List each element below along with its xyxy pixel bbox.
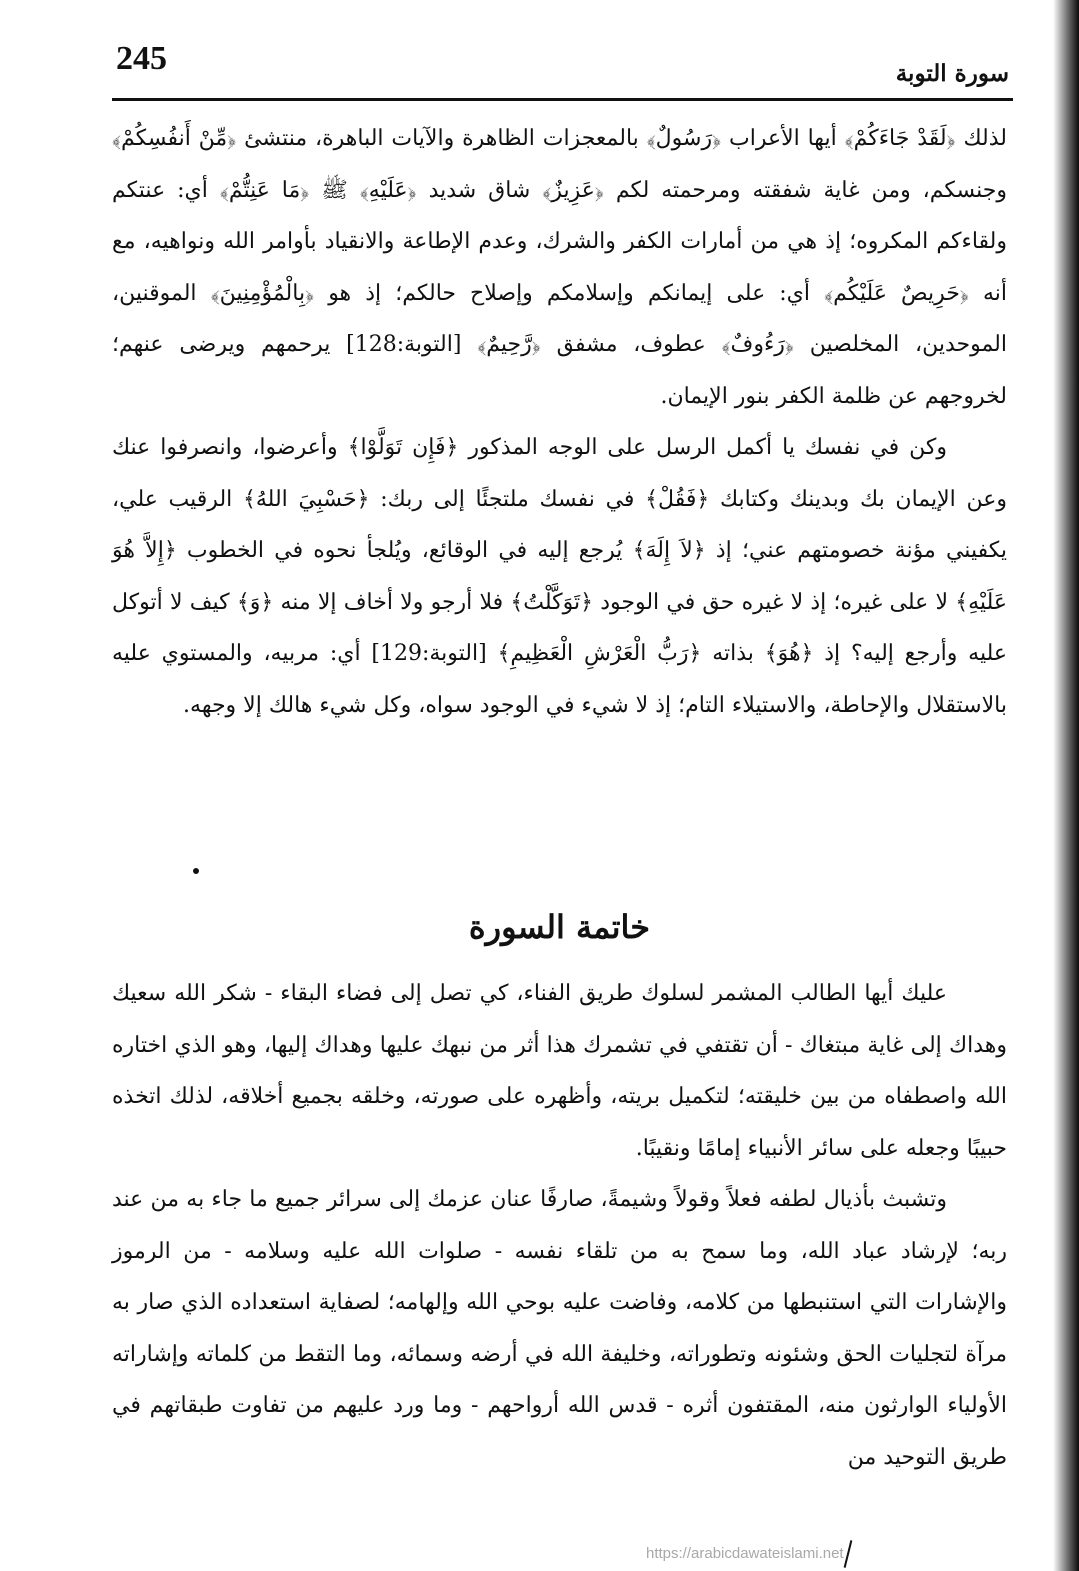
paragraph: وكن في نفسك يا أكمل الرسل على الوجه المذكور ﴿فَإِن تَوَلَّوْا﴾ وأعرضوا، وانصرفوا عنك وعن الإيمان بك وبدينك وكتابك ﴿فَقُلْ﴾ في نفسك ملتجئًا إلى ربك: ﴿حَسْبِيَ اللهُ﴾ الرقيب علي، يكفيني مؤنة خصومتهم عني؛ إذ ﴿لاَ إِلَهَ﴾ يُرجع إليه في الوقائع، ويُلجأ نحوه في الخطوب ﴿إِلاَّ هُوَ عَلَيْهِ﴾ لا على غيره؛ إذ لا غيره حق في الوجود ﴿تَوَكَّلْتُ﴾ فلا أرجو ولا أخاف إلا منه ﴿وَ﴾ كيف لا أتوكل عليه وأرجع إليه؟ إذ ﴿هُوَ﴾ بذاته ﴿رَبُّ الْعَرْشِ الْعَظِيمِ﴾ [التوبة:129] أي: مربيه، والمستوي عليه بالاستقلال والإحاطة، والاستيلاء التام؛ إذ لا شيء في الوجود سواه، وكل شيء هالك إلا وجهه. [112,435,1008,718]
main-text-top [112,113,1007,731]
running-title: سورة التوبة [895,60,1009,87]
paragraph: عليك أيها الطالب المشمر لسلوك طريق الفناء، كي تصل إلى فضاء البقاء - شكر الله سعيك وهداك إلى غاية مبتغاك - أن تقتفي في تشمرك هذا أثر من نبهك عليها وهداك إليها، وهو الذي اختاره الله واصطفاه من بين خليقته؛ لتكميل بريته، وأظهره على صورته، وخلقه بجميع أخلاقه، لذلك اتخذه حبيبًا وجعله على سائر الأنبياء إمامًا ونقيبًا. [112,981,1007,1161]
binding-edge [1053,0,1079,1571]
ink-dot [193,868,199,874]
main-text-bottom [112,968,1007,1483]
watermark: https://arabicdawateislami.net [646,1545,844,1562]
paragraph: لذلك ﴿لَقَدْ جَاءَكُمْ﴾ أيها الأعراب ﴿رَسُولٌ﴾ بالمعجزات الظاهرة والآيات الباهرة، منتشئ ﴿مِّنْ أَنفُسِكُمْ﴾ وجنسكم، ومن غاية شفقته ومرحمته لكم ﴿عَزِيزٌ﴾ شاق شديد ﴿عَلَيْهِ﴾ ﷺ ﴿مَا عَنِتُّمْ﴾ أي: عنتكم ولقاءكم المكروه؛ إذ هي من أمارات الكفر والشرك، وعدم الإطاعة والانقياد بأوامر الله ونواهيه، مع أنه ﴿حَرِيصٌ عَلَيْكُم﴾ أي: على إيمانكم وإسلامكم وإصلاح حالكم؛ إذ هو ﴿بِالْمُؤْمِنِينَ﴾ الموقنين، الموحدين، المخلصين ﴿رَءُوفٌ﴾ عطوف، مشفق ﴿رَّحِيمٌ﴾ [التوبة:128] يرحمهم ويرضى عنهم؛ لخروجهم عن ظلمة الكفر بنور الإيمان. [112,126,1008,409]
section-heading: خاتمة السورة [468,908,651,946]
paragraph: وتشبث بأذيال لطفه فعلاً وقولاً وشيمةً، صارفًا عنان عزمك إلى سرائر جميع ما جاء به من عند ربه؛ لإرشاد عباد الله، وما سمح به من تلقاء نفسه - صلوات الله عليه وسلامه - من الرموز والإشارات التي استنبطها من كلامه، وفاضت عليه بوحي الله وإلهامه؛ لصفاية استعداده الذي صار به مرآة لتجليات الحق وشئونه وتطوراته، وخليفة الله في أرضه وسمائه، وما التقط من كلماته وإشاراته الأولياء الوارثون منه، المقتفون أثره - قدس الله أرواحهم - وما ورد عليهم من تفاوت طبقاتهم في طريق التوحيد من [112,1187,1007,1470]
header-rule [112,98,1013,101]
ink-stroke [844,1540,853,1568]
page-number: 245 [116,40,167,77]
